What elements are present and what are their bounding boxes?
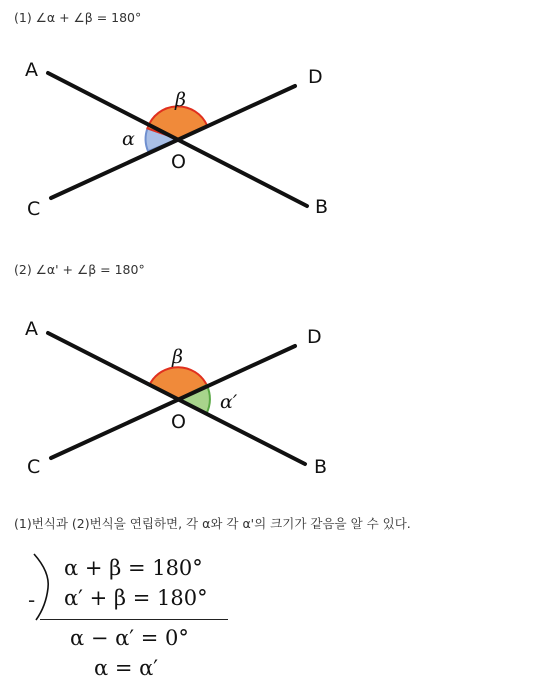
minus-operator: -	[28, 588, 36, 612]
equation-line-4: α = α′	[94, 656, 159, 680]
point-label-d: D	[308, 66, 323, 88]
angle-label-beta: β	[175, 89, 186, 111]
point-label-a: A	[25, 59, 38, 81]
angle-label-alpha-prime: α′	[220, 391, 238, 413]
point-label-a: A	[25, 318, 38, 340]
equation-line-3: α − α′ = 0°	[70, 626, 189, 650]
point-label-c: C	[27, 456, 41, 478]
caption-equation-2: (2) ∠α' + ∠β = 180°	[14, 262, 145, 277]
angle-label-beta: β	[172, 346, 183, 368]
subtraction-rule	[40, 619, 228, 620]
equation-line-2: α′ + β = 180°	[64, 586, 208, 610]
figure-vertical-angles-2	[0, 300, 540, 490]
point-label-o: O	[171, 151, 186, 173]
point-label-c: C	[27, 198, 41, 220]
point-label-b: B	[314, 456, 328, 478]
angle-label-alpha: α	[122, 128, 135, 150]
point-label-d: D	[307, 326, 322, 348]
point-label-o: O	[171, 411, 186, 433]
caption-equation-1: (1) ∠α + ∠β = 180°	[14, 10, 142, 25]
equation-line-1: α + β = 180°	[64, 556, 203, 580]
caption-conclusion: (1)번식과 (2)번식을 연립하면, 각 α와 각 α'의 크기가 같음을 알 수 있다.	[14, 516, 411, 531]
point-label-b: B	[315, 196, 329, 218]
figure-vertical-angles-1	[0, 40, 540, 230]
